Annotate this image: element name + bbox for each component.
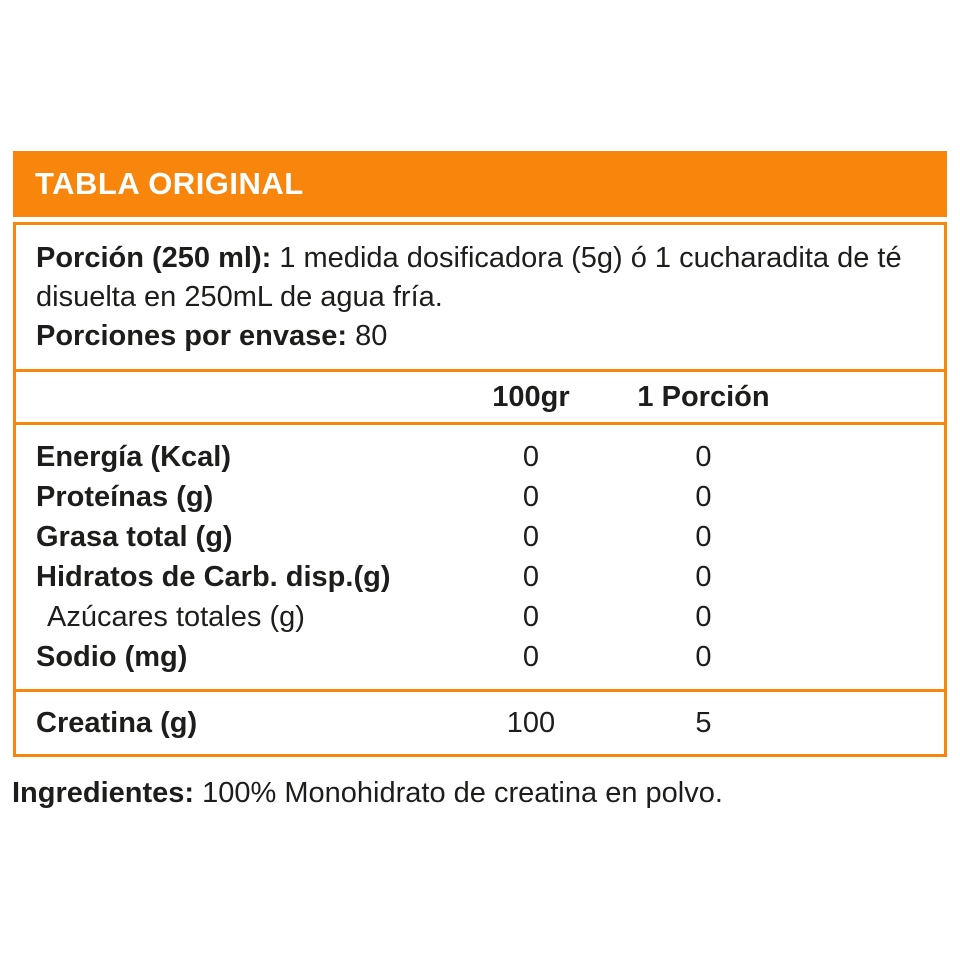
table-row-grasa-total (16, 517, 944, 557)
ingredients-label: Ingredientes: (12, 777, 195, 809)
row-label: Grasa total (g) (36, 520, 233, 553)
serving-info (16, 225, 944, 369)
row-value-portion: 0 (695, 560, 712, 593)
column-header-row (16, 372, 944, 422)
row-value-100g: 100 (506, 706, 556, 739)
portion-text: 1 medida dosificadora (5g) ó 1 cucharadita de té disuelta en 250mL de agua fría. (36, 242, 902, 313)
nutrition-table-box (13, 222, 947, 757)
row-value-100g: 0 (522, 560, 540, 593)
portion-line (36, 239, 928, 317)
row-value-portion: 0 (695, 520, 712, 553)
servings-per-container-line (36, 317, 928, 356)
row-value-100g: 0 (522, 520, 540, 553)
ingredients-line (12, 774, 952, 813)
nutrient-rows (16, 425, 944, 689)
table-row-proteinas (16, 477, 944, 517)
table-row-energia (16, 437, 944, 477)
row-label: Energía (Kcal) (36, 440, 231, 473)
servings-per-container-value: 80 (347, 320, 388, 352)
table-row-hidratos (16, 557, 944, 597)
table-title-bar (13, 151, 947, 217)
table-row-creatina (16, 692, 944, 754)
row-value-portion: 5 (695, 706, 712, 739)
row-label: Hidratos de Carb. disp.(g) (36, 560, 391, 593)
row-value-portion: 0 (695, 640, 712, 673)
portion-label: Porción (250 ml): (36, 242, 272, 274)
ingredients-text: 100% Monohidrato de creatina en polvo. (194, 777, 723, 809)
row-label: Sodio (mg) (36, 640, 188, 673)
row-value-100g: 0 (522, 600, 540, 633)
table-row-sodio (16, 637, 944, 677)
row-value-portion: 0 (695, 440, 712, 473)
row-value-100g: 0 (522, 480, 540, 513)
servings-per-container-label: Porciones por envase: (36, 320, 348, 352)
table-row-azucares (16, 597, 944, 637)
row-value-portion: 0 (695, 480, 712, 513)
row-label: Azúcares totales (g) (47, 600, 305, 633)
column-header-100g: 100gr (492, 380, 570, 413)
table-title: TABLA ORIGINAL (35, 166, 304, 201)
row-value-100g: 0 (522, 640, 540, 673)
row-label: Creatina (g) (36, 706, 198, 739)
row-value-portion: 0 (695, 600, 712, 633)
row-value-100g: 0 (522, 440, 540, 473)
row-label: Proteínas (g) (36, 480, 214, 513)
column-header-portion: 1 Porción (637, 380, 770, 413)
nutrition-label (13, 151, 947, 757)
